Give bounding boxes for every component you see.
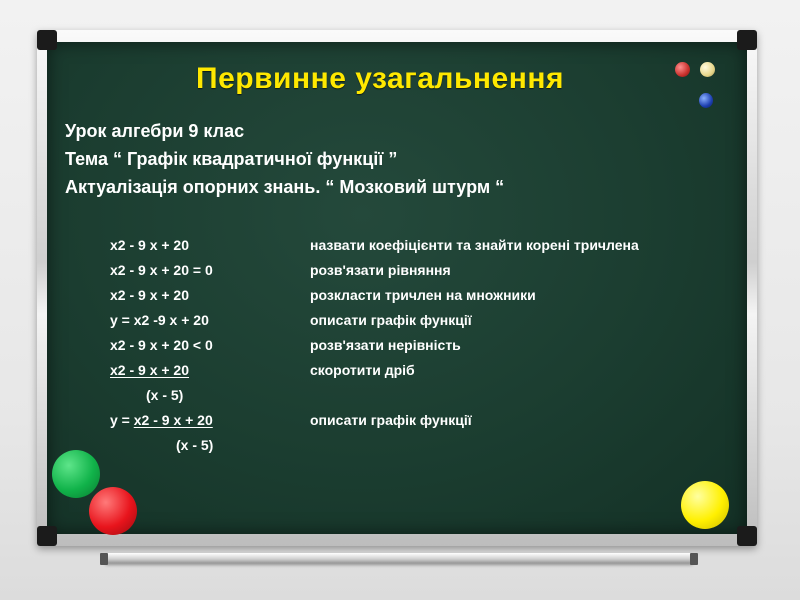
green-magnet (52, 450, 100, 498)
red-magnet (89, 487, 137, 535)
tray-end-left (100, 553, 108, 565)
task-expression: x2 - 9 x + 20 = 0 (110, 262, 213, 278)
frame-corner-top-right (737, 30, 757, 50)
marker-tray (105, 553, 693, 563)
warmup-line: Актуалізація опорних знань. “ Мозковий штурм “ (65, 177, 505, 197)
task-instruction: розв'язати нерівність (310, 337, 461, 353)
task-instruction: розкласти тричлен на множники (310, 287, 536, 303)
frame-corner-bottom-right (737, 526, 757, 546)
slide-title: Первинне узагальнення (196, 62, 564, 95)
task-instruction: описати графік функції (310, 412, 472, 428)
task-instruction: скоротити дріб (310, 362, 415, 378)
fraction-denominator (146, 387, 183, 403)
task-instruction: описати графік функції (310, 312, 472, 328)
function-numerator: x2 - 9 x + 20 (133, 412, 213, 428)
fraction-denominator-text: (x - 5) (146, 387, 184, 403)
task-expression: x2 - 9 x + 20 (110, 237, 190, 253)
lesson-intro (65, 117, 504, 201)
task-instruction: розв'язати рівняння (310, 262, 451, 278)
function-prefix: y = (110, 412, 134, 428)
frame-corner-top-left (37, 30, 57, 50)
task-expression: x2 - 9 x + 20 < 0 (110, 337, 213, 353)
task-instruction: назвати коефіцієнти та знайти корені тричлена (310, 237, 639, 253)
frame-corner-bottom-left (37, 526, 57, 546)
function-denominator-text: (x - 5) (176, 437, 214, 453)
tray-end-right (690, 553, 698, 565)
topic-line: Тема “ Графік квадратичної функції ” (65, 149, 398, 169)
yellow-magnet (681, 481, 729, 529)
lesson-line: Урок алгебри 9 клас (65, 121, 245, 141)
task-expression: x2 - 9 x + 20 (110, 287, 190, 303)
task-expression (110, 412, 213, 428)
task-expression: y = x2 -9 x + 20 (110, 312, 209, 328)
task-expression-numerator: x2 - 9 x + 20 (110, 362, 190, 378)
function-denominator (176, 437, 213, 453)
